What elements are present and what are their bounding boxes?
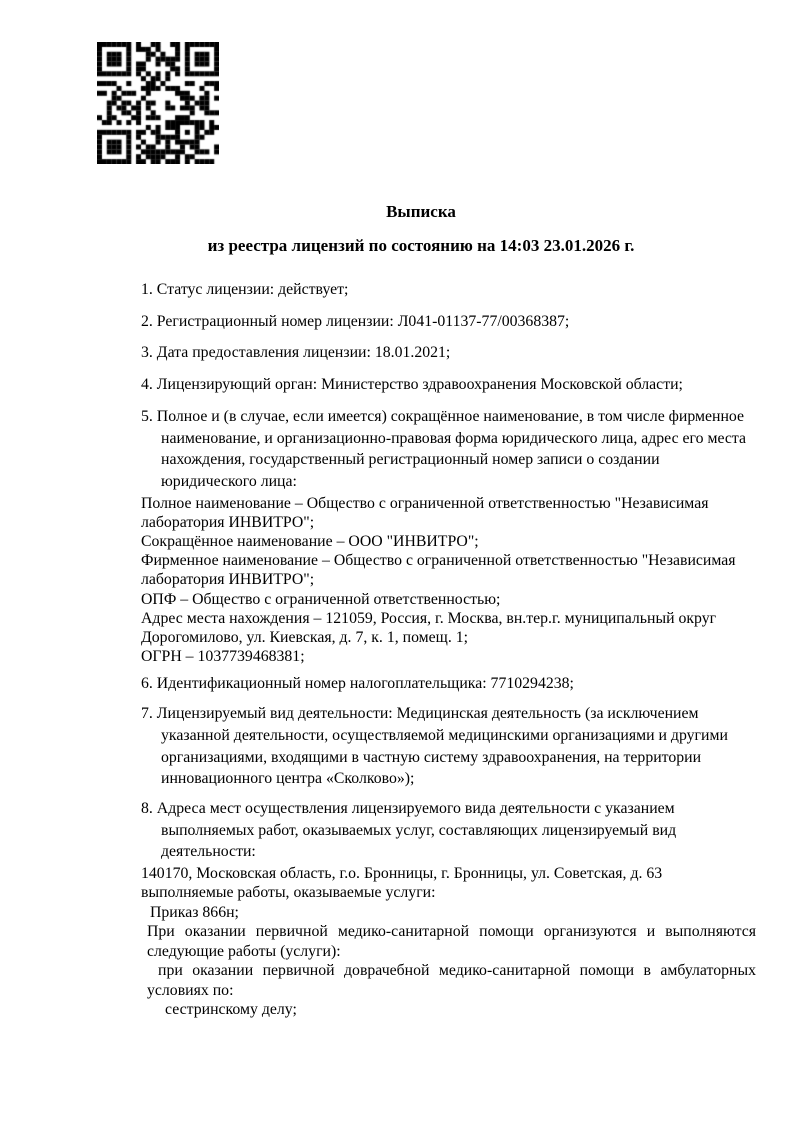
org-full-name: Полное наименование – Общество с ограниченной ответственностью "Независимая лаборатория ИНВИТРО";: [141, 494, 709, 531]
license-reg-number-line: 2. Регистрационный номер лицензии: Л041-01137-77/00368387;: [141, 312, 570, 330]
license-status-line: 1. Статус лицензии: действует;: [141, 281, 349, 298]
title-line-1: Выписка: [386, 202, 456, 221]
activity-addresses-heading: 8. Адреса мест осуществления лицензируемого вида деятельности с указанием выполняемых работ, оказываемых услуг, составляющих лицензируемый вид деятельности:: [141, 799, 677, 861]
works-header-line: выполняемые работы, оказываемые услуги:: [141, 884, 436, 902]
org-ogrn: ОГРН – 1037739468381;: [141, 648, 305, 666]
licensed-activity-line: 7. Лицензируемый вид деятельности: Медицинская деятельность (за исключением указанной деятельности, осуществляемой медицинскими организациями и другими организациями, входящими в частную систему здравоохранения, на территории инновационного центра «Сколково»);: [141, 705, 728, 788]
org-opf: ОПФ – Общество с ограниченной ответственностью;: [141, 590, 501, 608]
org-brand-name: Фирменное наименование – Общество с ограниченной ответственностью "Независимая лаборатория ИНВИТРО";: [141, 552, 736, 589]
document-title: [141, 0, 701, 256]
title-line-2: из реестра лицензий по состоянию на 14:03 23.01.2026 г.: [207, 236, 635, 255]
order-866n-line: Приказ 866н;: [150, 903, 239, 921]
org-short-name: Сокращённое наименование – ООО "ИНВИТРО";: [141, 533, 479, 551]
activity-address-line: 140170, Московская область, г.о. Бронницы, г. Бронницы, ул. Советская, д. 63: [141, 865, 663, 883]
nursing-line: сестринскому делу;: [165, 1000, 297, 1018]
activity-address-block: [141, 864, 756, 1019]
org-details-block: [141, 494, 756, 667]
license-grant-date-line: 3. Дата предоставления лицензии: 18.01.2021;: [141, 344, 451, 362]
pre-medical-paragraph: при оказании первичной доврачебной медико-санитарной помощи в амбулаторных условиях по:: [147, 962, 756, 999]
licensing-authority-line: 4. Лицензирующий орган: Министерство здравоохранения Московской области;: [141, 376, 683, 394]
org-names-heading: 5. Полное и (в случае, если имеется) сокращённое наименование, в том числе фирменное наименование, и организационно-правовая форма юридического лица, адрес его места нахождения, государственный регистрационный номер записи о создании юридического лица:: [141, 407, 747, 490]
document-content: [141, 0, 756, 1019]
primary-care-paragraph: При оказании первичной медико-санитарной помощи организуются и выполняются следующие работы (услуги):: [147, 923, 756, 960]
inn-line: 6. Идентификационный номер налогоплательщика: 7710294238;: [141, 675, 574, 693]
org-address: Адрес места нахождения – 121059, Россия, г. Москва, вн.тер.г. муниципальный округ Дорогомилово, ул. Киевская, д. 7, к. 1, помещ. 1;: [141, 609, 717, 647]
